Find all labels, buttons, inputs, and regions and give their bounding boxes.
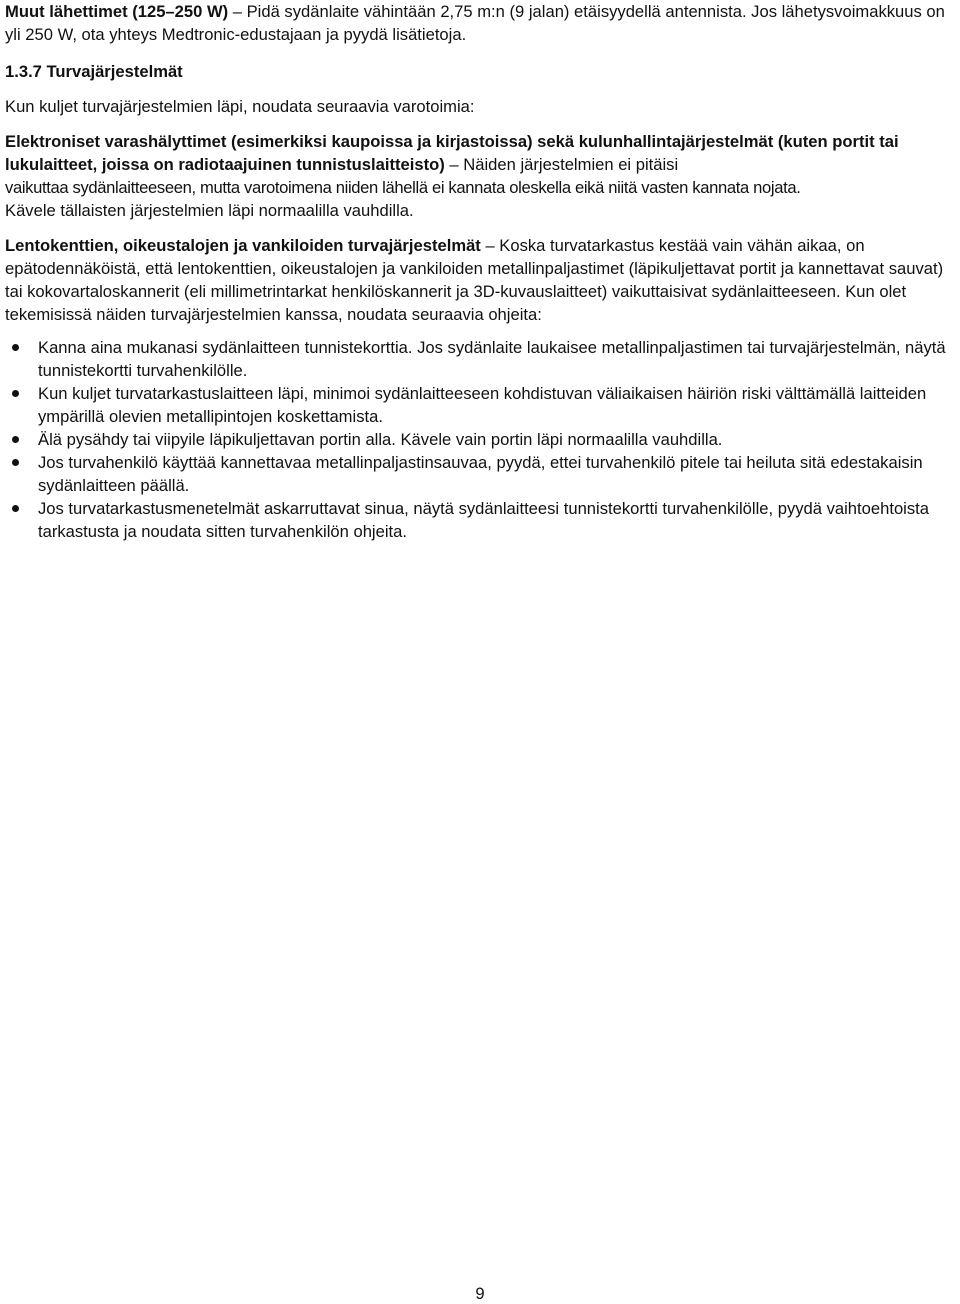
list-item-text: Kun kuljet turvatarkastuslaitteen läpi, minimoi sydänlaitteeseen kohdistuvan väliaikaisen häiriön riski välttämällä laitteiden ympärillä olevien metallipintojen koskettamista. bbox=[38, 384, 927, 426]
section-lead: Kun kuljet turvajärjestelmien läpi, noudata seuraavia varotoimia: bbox=[5, 97, 475, 116]
list-item bbox=[5, 428, 957, 451]
section-heading: 1.3.7 Turvajärjestelmät bbox=[5, 62, 183, 81]
page-number: 9 bbox=[475, 1284, 485, 1303]
bullet-icon bbox=[12, 505, 19, 512]
list-item bbox=[5, 451, 957, 497]
document-page bbox=[5, 0, 957, 543]
guidance-list bbox=[5, 336, 957, 543]
list-item-text: Kanna aina mukanasi sydänlaitteen tunnistekorttia. Jos sydänlaite laukaisee metallinpaljastimen tai turvajärjestelmän, näytä tunnistekortti turvahenkilölle. bbox=[38, 338, 946, 380]
electronic-systems-bold-lead: Elektroniset varashälyttimet (esimerkiksi kaupoissa ja kirjastoissa) sekä kulunhallintajärjestelmät (kuten portit tai lukulaitteet, joissa on radiotaajuinen tunnistuslaitteisto) bbox=[5, 132, 899, 174]
intro-text: Pidä sydänlaite vähintään 2,75 m:n (9 jalan) etäisyydellä antennista. Jos lähetysvoimakkuus on yli 250 W, ota yhteys Medtronic-edustajaan ja pyydä lisätietoja. bbox=[5, 2, 945, 44]
airport-systems-bold-lead: Lentokenttien, oikeustalojen ja vankiloiden turvajärjestelmät bbox=[5, 236, 481, 255]
list-item-text: Jos turvatarkastusmenetelmät askarruttavat sinua, näytä sydänlaitteesi tunnistekortti turvahenkilölle, pyydä vaihtoehtoista tarkastusta ja noudata sitten turvahenkilön ohjeita. bbox=[38, 499, 929, 541]
electronic-systems-text-2: vaikuttaa sydänlaitteeseen, mutta varotoimena niiden lähellä ei kannata oleskella eikä niitä vasten kannata nojata. bbox=[5, 178, 801, 197]
bullet-icon bbox=[12, 459, 19, 466]
electronic-systems-paragraph bbox=[5, 130, 957, 222]
intro-dash: – bbox=[228, 2, 247, 21]
intro-bold-lead: Muut lähettimet (125–250 W) bbox=[5, 2, 229, 21]
list-item-text: Älä pysähdy tai viipyile läpikuljettavan portin alla. Kävele vain portin läpi normaalilla vauhdilla. bbox=[38, 430, 723, 449]
list-item bbox=[5, 382, 957, 428]
airport-systems-paragraph bbox=[5, 234, 957, 326]
electronic-systems-text-3: Kävele tällaisten järjestelmien läpi normaalilla vauhdilla. bbox=[5, 201, 414, 220]
electronic-systems-text-1: Näiden järjestelmien ei pitäisi bbox=[463, 155, 679, 174]
airport-systems-text: Koska turvatarkastus kestää vain vähän aikaa, on epätodennäköistä, että lentokenttien, oikeustalojen ja vankiloiden metallinpaljastimet (läpikuljettavat portit ja kannettavat sauvat) tai kokovartaloskannerit (eli millimetrintarkat henkilöskannerit ja 3D-kuvauslaitteet) vaikuttaisivat sydänlaitteeseen. Kun olet tekemisissä näiden turvajärjestelmien kanssa, noudata seuraavia ohjeita: bbox=[5, 236, 944, 324]
intro-paragraph bbox=[5, 0, 957, 46]
list-item-text: Jos turvahenkilö käyttää kannettavaa metallinpaljastinsauvaa, pyydä, ettei turvahenkilö pitele tai heiluta sitä edestakaisin sydänlaitteen päällä. bbox=[38, 453, 923, 495]
list-item bbox=[5, 336, 957, 382]
bullet-icon bbox=[12, 344, 19, 351]
electronic-systems-dash: – bbox=[444, 155, 464, 174]
airport-systems-dash: – bbox=[480, 236, 500, 255]
list-item bbox=[5, 497, 957, 543]
bullet-icon bbox=[12, 436, 19, 443]
bullet-icon bbox=[12, 390, 19, 397]
